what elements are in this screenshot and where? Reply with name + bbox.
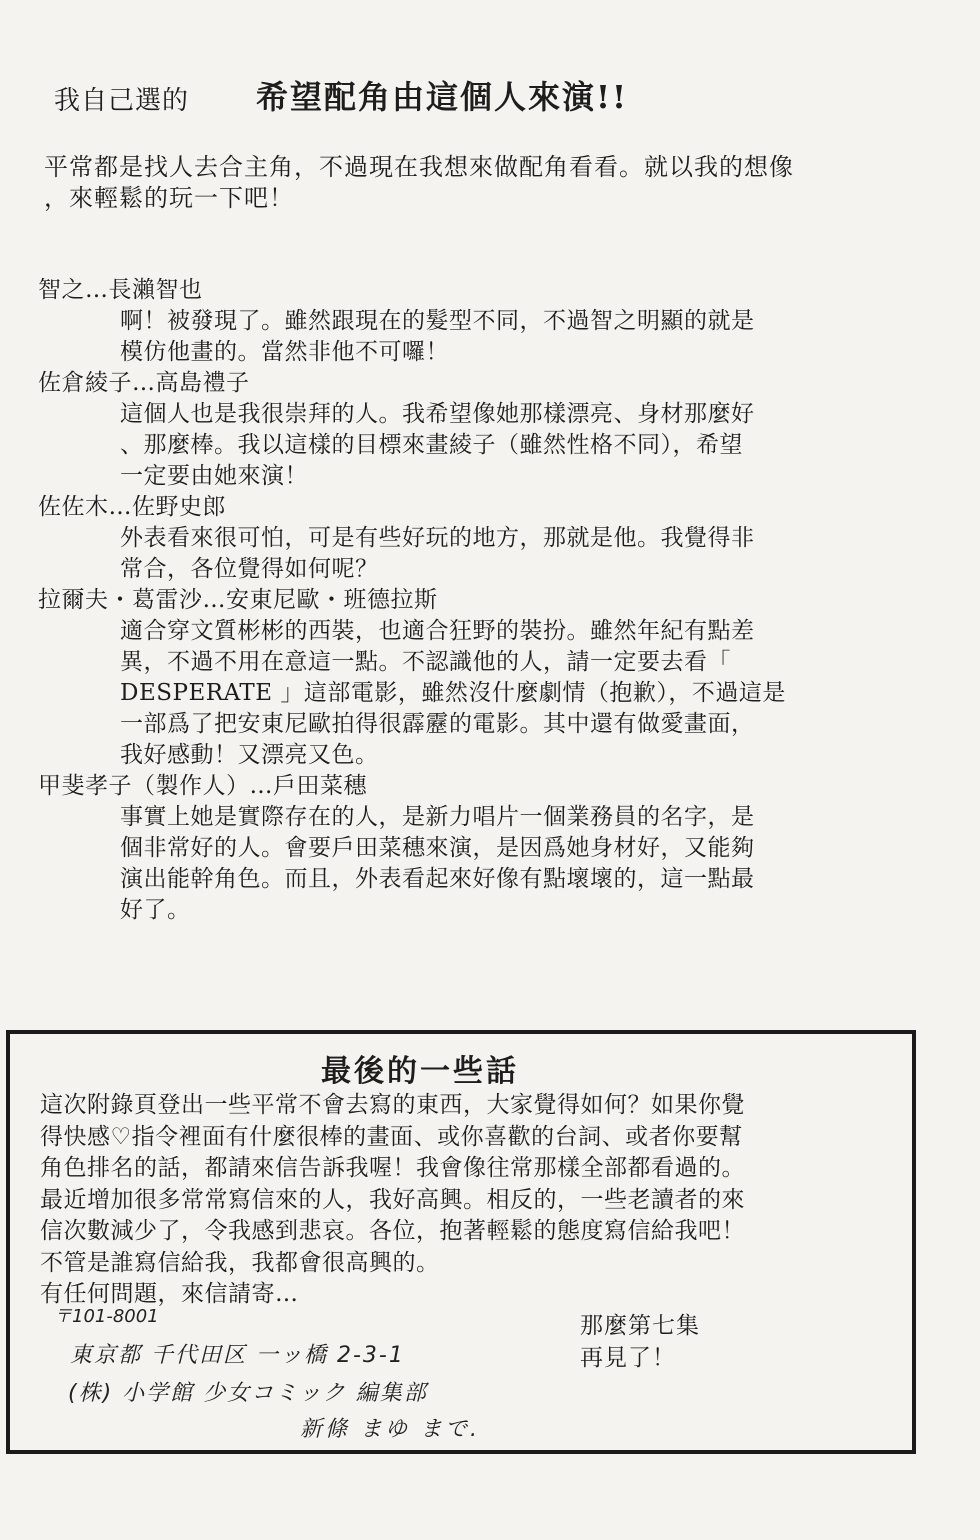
cast-entry-description xyxy=(120,399,890,492)
cast-entry-line: 一部爲了把安東尼歐拍得很霹靂的電影。其中還有做愛畫面， xyxy=(120,711,755,737)
cast-entry-description xyxy=(120,802,890,926)
closing-line: 有任何問題，來信請寄… xyxy=(40,1281,299,1307)
cast-entry-line: 一定要由她來演！ xyxy=(120,463,308,489)
address-zip: 〒101-8001 xyxy=(54,1306,159,1327)
closing-text xyxy=(40,1090,900,1311)
farewell-line: 那麼第七集 xyxy=(580,1313,700,1339)
cast-entry-description xyxy=(120,616,890,771)
cast-entry xyxy=(38,492,908,585)
cast-entry-line: 演出能幹角色。而且，外表看起來好像有點壞壞的，這一點最 xyxy=(120,866,755,892)
closing-line: 角色排名的話，都請來信告訴我喔！我會像往常那樣全部都看過的。 xyxy=(40,1155,745,1181)
cast-entry-name: 拉爾夫・葛雷沙…安東尼歐・班德拉斯 xyxy=(38,587,438,613)
closing-line: 最近增加很多常常寫信來的人，我好高興。相反的，一些老讀者的來 xyxy=(40,1186,745,1213)
cast-entry-line: 適合穿文質彬彬的西裝，也適合狂野的裝扮。雖然年紀有點差 xyxy=(120,618,755,644)
address-recipient: 新條 まゆ まで. xyxy=(300,1417,480,1442)
farewell-line: 再見了！ xyxy=(580,1345,676,1371)
cast-entry-line: 啊！被發現了。雖然跟現在的髮型不同，不過智之明顯的就是 xyxy=(120,308,755,334)
intro-paragraph xyxy=(44,152,924,214)
cast-entry-name: 佐倉綾子…高島禮子 xyxy=(38,370,250,396)
closing-message-box xyxy=(6,1030,916,1454)
cast-entry-name: 智之…長瀨智也 xyxy=(38,277,203,303)
cast-entry-line: 模仿他畫的。當然非他不可囉！ xyxy=(120,339,449,365)
closing-line: 得快感♡指令裡面有什麼很棒的畫面、或你喜歡的台詞、或者你要幫 xyxy=(40,1123,743,1150)
cast-entry-line: DESPERATE 」這部電影，雖然沒什麼劇情（抱歉），不過這是 xyxy=(120,680,786,706)
cast-entry-name: 甲斐孝子（製作人）…戶田菜穗 xyxy=(38,773,367,799)
page-title: 希望配角由這個人來演!! xyxy=(256,78,629,116)
cast-entry-description xyxy=(120,306,890,368)
cast-entry-description xyxy=(120,523,890,585)
intro-line: 平常都是找人去合主角，不過現在我想來做配角看看。就以我的想像 xyxy=(44,153,794,181)
cast-entry-line: 好了。 xyxy=(120,897,191,923)
cast-entry-line: 事實上她是實際存在的人，是新力唱片一個業務員的名字，是 xyxy=(120,804,755,830)
cast-entry xyxy=(38,771,908,926)
closing-title: 最後的一些話 xyxy=(321,1054,519,1089)
closing-line: 信次數減少了，令我感到悲哀。各位，抱著輕鬆的態度寫信給我吧！ xyxy=(40,1218,745,1244)
cast-entry xyxy=(38,585,908,771)
cast-entry-line: 這個人也是我很崇拜的人。我希望像她那樣漂亮、身材那麼好 xyxy=(120,401,755,427)
header-subtitle: 我自己選的 xyxy=(54,86,190,116)
address-line-2: (株) 小学館 少女コミック 編集部 xyxy=(68,1381,428,1406)
cast-entry xyxy=(38,275,908,368)
farewell-note xyxy=(580,1310,700,1374)
cast-entry-line: 個非常好的人。會要戶田菜穗來演，是因爲她身材好，又能夠 xyxy=(120,835,755,861)
cast-entry-name: 佐佐木…佐野史郎 xyxy=(38,494,226,520)
cast-entry-line: 、那麼棒。我以這樣的目標來畫綾子（雖然性格不同），希望 xyxy=(120,432,743,458)
cast-entry-line: 常合，各位覺得如何呢？ xyxy=(120,556,379,582)
closing-line: 不管是誰寫信給我，我都會很高興的。 xyxy=(40,1249,440,1276)
closing-line: 這次附錄頁登出一些平常不會去寫的東西，大家覺得如何？如果你覺 xyxy=(40,1092,745,1118)
cast-entry xyxy=(38,368,908,492)
intro-line: ，來輕鬆的玩一下吧！ xyxy=(44,184,294,212)
page-header xyxy=(54,72,934,120)
cast-list xyxy=(38,275,908,926)
cast-entry-line: 異，不過不用在意這一點。不認識他的人，請一定要去看「 xyxy=(120,649,731,675)
cast-entry-line: 我好感動！又漂亮又色。 xyxy=(120,742,379,768)
cast-entry-line: 外表看來很可怕，可是有些好玩的地方，那就是他。我覺得非 xyxy=(120,525,755,551)
address-line-1: 東京都 千代田区 一ッ橋 2-3-1 xyxy=(70,1343,405,1368)
